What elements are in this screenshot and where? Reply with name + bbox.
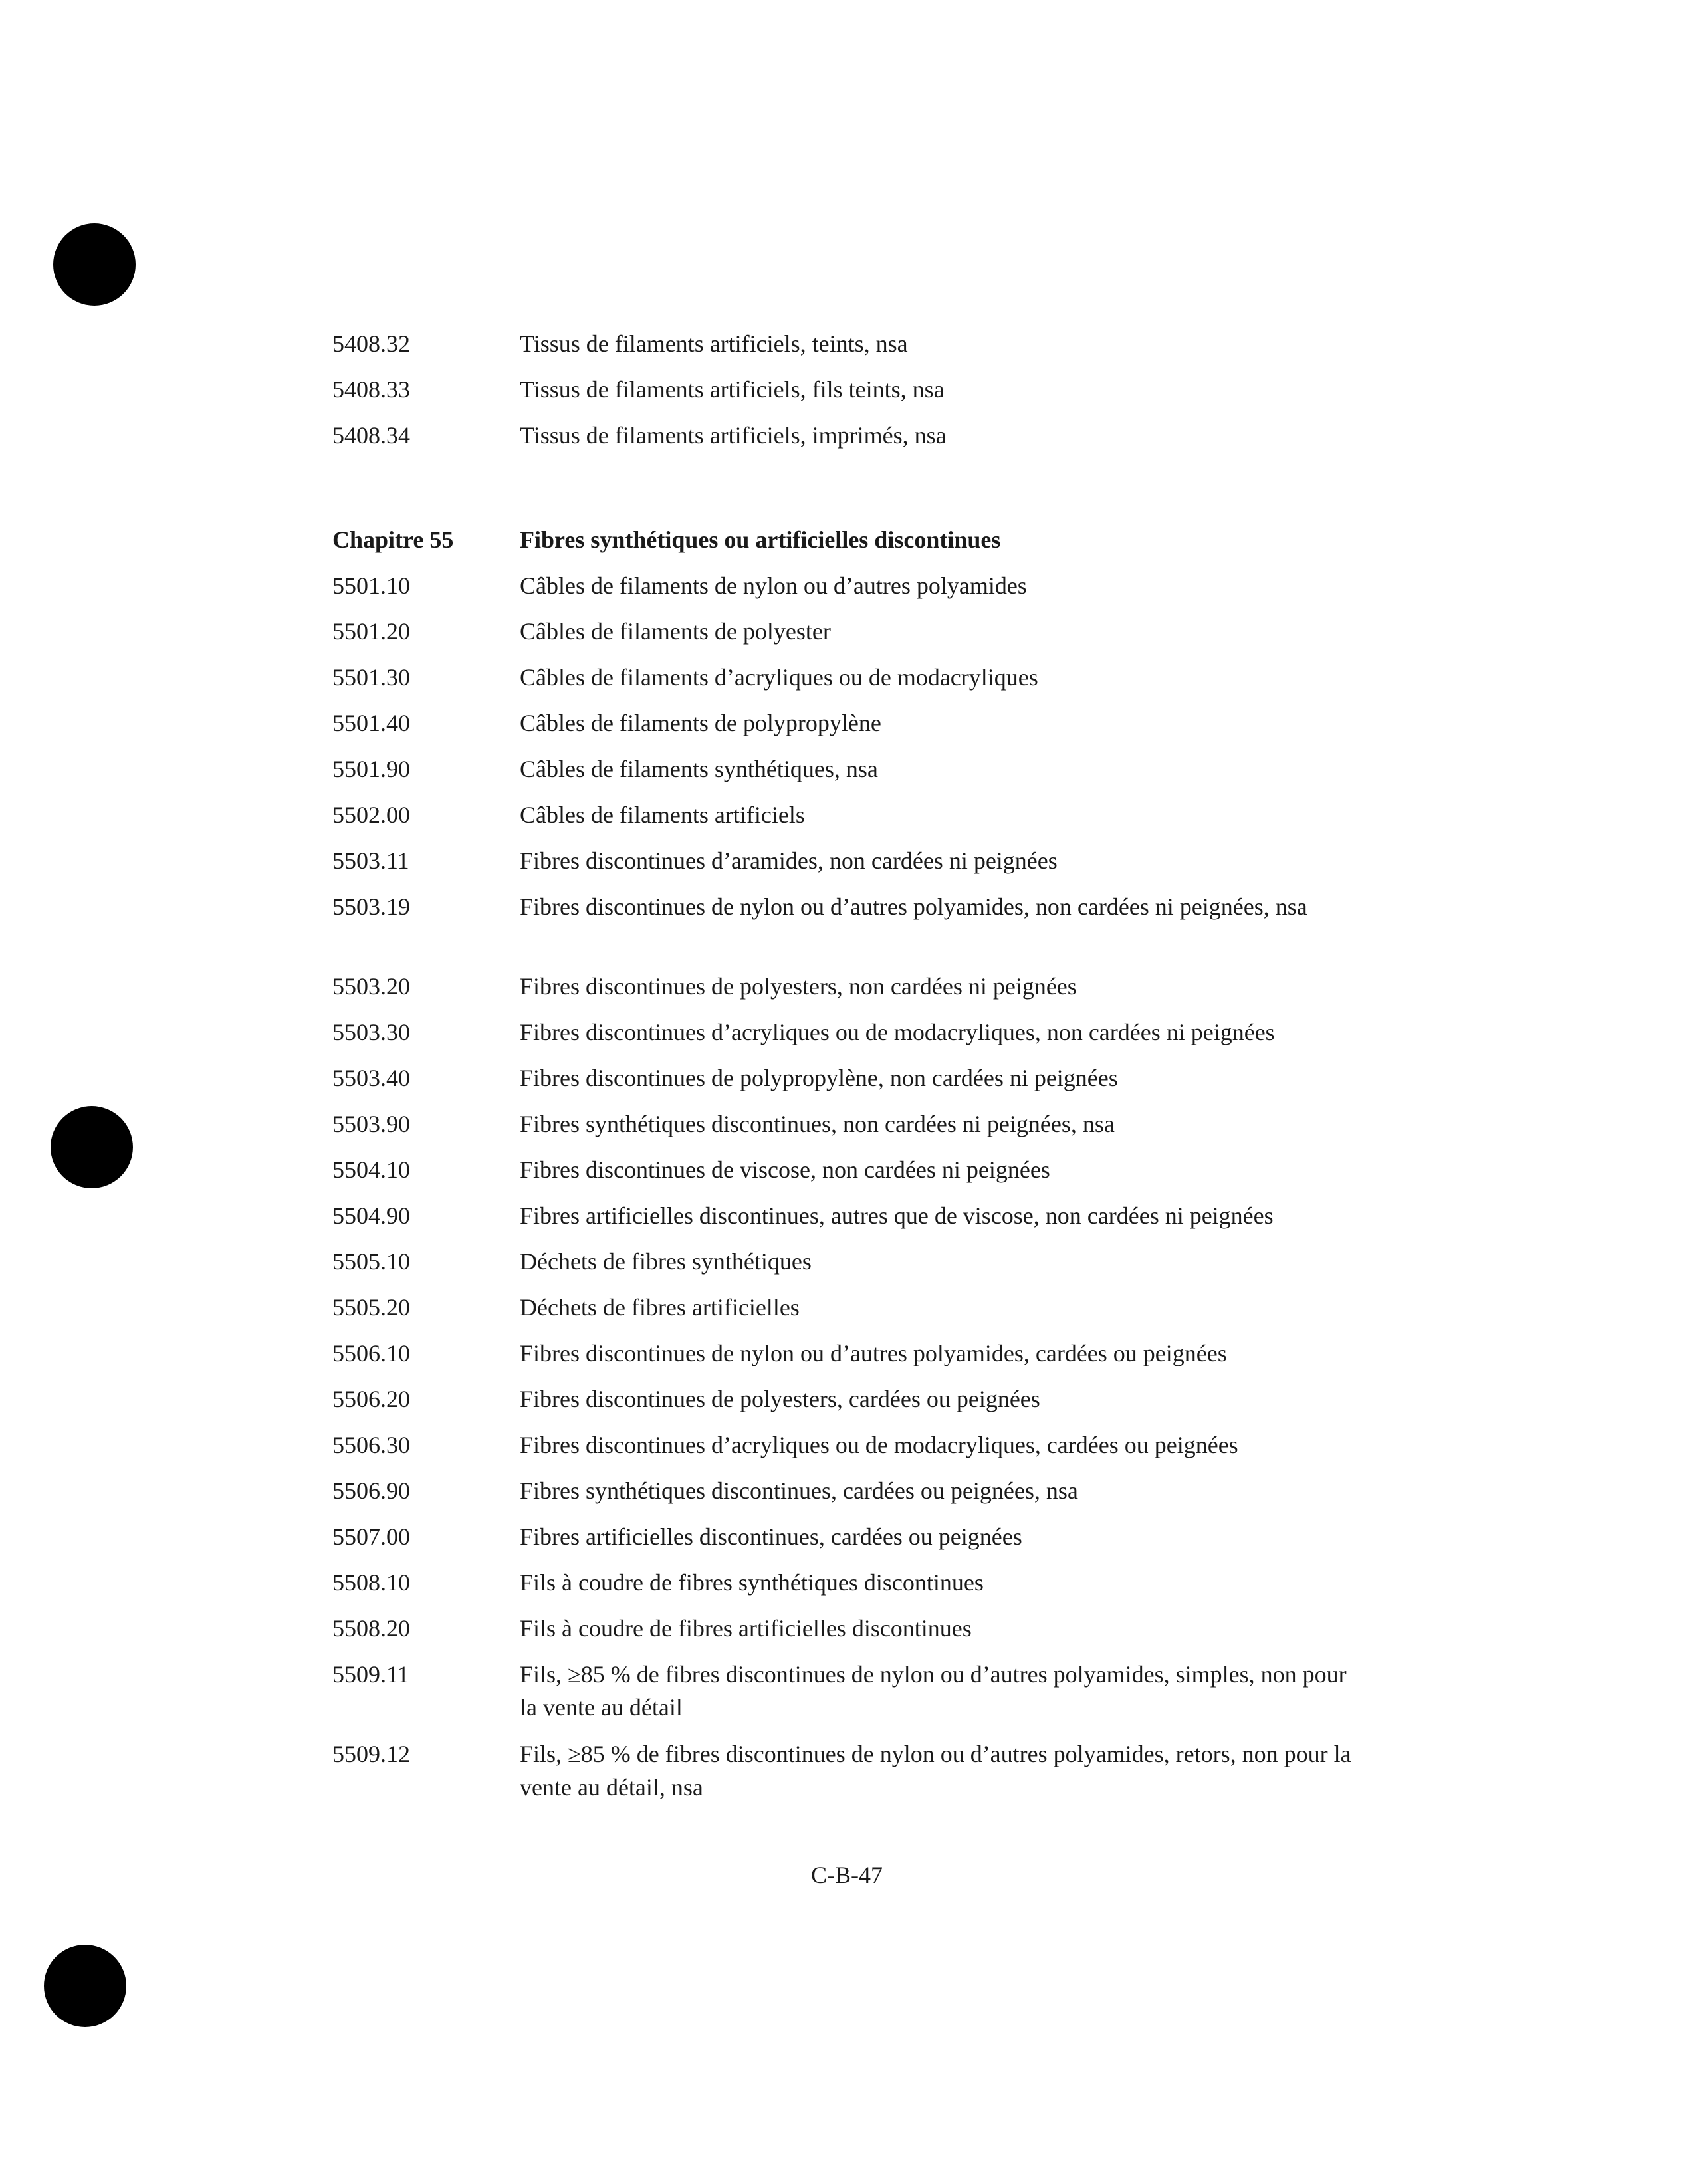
list-item [332,615,1369,661]
list-item [332,1382,1369,1428]
tariff-code: 5506.20 [332,1386,410,1412]
tariff-description: Câbles de filaments artificiels [520,802,805,828]
tariff-description: Fibres discontinues de viscose, non cardées ni peignées [520,1156,1050,1183]
chapter-heading [332,523,1369,569]
tariff-list [332,327,1369,1817]
tariff-code: 5503.30 [332,1019,410,1045]
tariff-code: 5505.10 [332,1248,410,1275]
tariff-description: Déchets de fibres artificielles [520,1294,800,1321]
chapter-title: Fibres synthétiques ou artificielles discontinues [520,526,1001,553]
tariff-description: Fibres discontinues de nylon ou d’autres polyamides, cardées ou peignées [520,1340,1227,1366]
tariff-description: Câbles de filaments de polyester [520,618,831,645]
tariff-code: 5507.00 [332,1523,410,1550]
list-item [332,1658,1369,1737]
tariff-code: 5408.33 [332,376,410,403]
tariff-description: Fibres artificielles discontinues, autres que de viscose, non cardées ni peignées [520,1202,1274,1229]
tariff-description: Fibres discontinues de polyesters, non cardées ni peignées [520,973,1077,1000]
list-item [332,1337,1369,1382]
page-number: C-B-47 [811,1862,883,1888]
tariff-code: 5508.20 [332,1615,410,1642]
tariff-code: 5505.20 [332,1294,410,1321]
list-item [332,844,1369,890]
tariff-description: Fibres discontinues de polyesters, cardées ou peignées [520,1386,1040,1412]
list-item [332,1061,1369,1107]
tariff-description: Câbles de filaments de nylon ou d’autres polyamides [520,572,1027,599]
tariff-code: 5408.34 [332,422,410,449]
tariff-code: 5504.90 [332,1202,410,1229]
list-item [332,569,1369,615]
tariff-description: Fils, ≥85 % de fibres discontinues de nylon ou d’autres polyamides, retors, non pour la vente au détail, nsa [520,1741,1351,1801]
heading-5408-group [332,327,1369,465]
list-item [332,798,1369,844]
list-item [332,1612,1369,1658]
list-item [332,970,1369,1016]
list-item [332,1245,1369,1291]
tariff-description: Câbles de filaments synthétiques, nsa [520,756,878,782]
list-item [332,1428,1369,1474]
tariff-code: 5509.11 [332,1661,409,1688]
list-item [332,890,1369,970]
tariff-code: 5408.32 [332,330,410,357]
tariff-description: Tissus de filaments artificiels, fils teints, nsa [520,376,945,403]
list-item [332,1566,1369,1612]
list-item [332,1474,1369,1520]
tariff-code: 5506.10 [332,1340,410,1366]
tariff-code: 5504.10 [332,1156,410,1183]
tariff-description: Fibres discontinues d’aramides, non cardées ni peignées [520,847,1058,874]
list-item [332,1107,1369,1153]
tariff-code: 5503.90 [332,1111,410,1137]
list-item [332,1016,1369,1061]
tariff-code: 5503.19 [332,893,410,920]
punch-hole [51,1106,133,1188]
tariff-code: 5501.90 [332,756,410,782]
list-item [332,1737,1369,1817]
tariff-description: Tissus de filaments artificiels, imprimés, nsa [520,422,947,449]
tariff-description: Fibres discontinues de polypropylène, non cardées ni peignées [520,1065,1118,1091]
list-item [332,327,1369,373]
list-item [332,752,1369,798]
tariff-description: Fibres synthétiques discontinues, non cardées ni peignées, nsa [520,1111,1115,1137]
tariff-description: Tissus de filaments artificiels, teints, nsa [520,330,908,357]
tariff-code: 5506.90 [332,1477,410,1504]
list-item [332,373,1369,419]
tariff-description: Fibres discontinues d’acryliques ou de modacryliques, non cardées ni peignées [520,1019,1275,1045]
tariff-description: Fibres artificielles discontinues, cardées ou peignées [520,1523,1022,1550]
list-item [332,1520,1369,1566]
tariff-code: 5503.40 [332,1065,410,1091]
list-item [332,419,1369,465]
tariff-code: 5509.12 [332,1741,410,1767]
tariff-code: 5508.10 [332,1569,410,1596]
list-item [332,1199,1369,1245]
chapter-55-block [332,523,1369,1817]
tariff-code: 5503.11 [332,847,409,874]
list-item [332,707,1369,752]
tariff-code: 5506.30 [332,1432,410,1458]
tariff-description: Fibres discontinues de nylon ou d’autres polyamides, non cardées ni peignées, nsa [520,893,1307,920]
tariff-description: Déchets de fibres synthétiques [520,1248,812,1275]
chapter-label: Chapitre 55 [332,526,454,553]
tariff-description: Fils à coudre de fibres synthétiques discontinues [520,1569,984,1596]
punch-hole [53,223,136,306]
list-item [332,1153,1369,1199]
tariff-description: Câbles de filaments d’acryliques ou de modacryliques [520,664,1038,691]
tariff-code: 5501.40 [332,710,410,736]
tariff-description: Câbles de filaments de polypropylène [520,710,881,736]
tariff-code: 5501.10 [332,572,410,599]
tariff-code: 5502.00 [332,802,410,828]
tariff-code: 5501.30 [332,664,410,691]
list-item [332,1291,1369,1337]
tariff-description: Fils à coudre de fibres artificielles discontinues [520,1615,972,1642]
tariff-description: Fils, ≥85 % de fibres discontinues de nylon ou d’autres polyamides, simples, non pour la vente au détail [520,1661,1347,1721]
list-item [332,661,1369,707]
tariff-description: Fibres synthétiques discontinues, cardées ou peignées, nsa [520,1477,1078,1504]
punch-hole [44,1945,126,2027]
tariff-description: Fibres discontinues d’acryliques ou de modacryliques, cardées ou peignées [520,1432,1238,1458]
tariff-code: 5503.20 [332,973,410,1000]
tariff-code: 5501.20 [332,618,410,645]
